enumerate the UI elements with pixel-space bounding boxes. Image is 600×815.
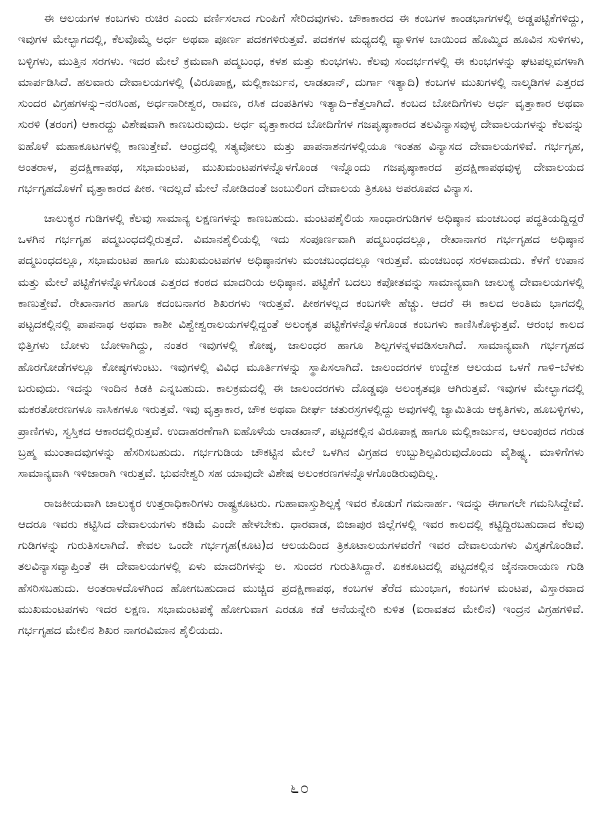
page-number: ೬೦ (290, 778, 310, 797)
paragraph-chalukya-features: ಚಾಲುಕ್ಯರ ಗುಡಿಗಳಲ್ಲಿ ಕೆಲವು ಸಾಮಾನ್ಯ ಲಕ್ಷಣಗಳನ್ನು ಕಾಣಬಹುದು. ಮಂಟಪಶೈಲಿಯ ಸಾಂಧಾರಗುಡಿಗಳ ಅಧಿಷ್ಠಾನ ಮಂಚಬಂಧ ಪದ್ಧತಿಯದ್ದಿದ್ದರೆ ಒಳಗಿನ ಗರ್ಭಗೃಹ ಪದ್ಮಬಂಧದಲ್ಲಿರುತ್ತದೆ. ವಿಮಾನಶೈಲಿಯಲ್ಲಿ ಇದು ಸಂಪೂರ್ಣವಾಗಿ ಪದ್ಮಬಂಧದಲ್ಲೂ, ರೇಖಾನಾಗರ ಗರ್ಭಗೃಹದ ಅಧಿಷ್ಠಾನ ಪದ್ಮಬಂಧದಲ್ಲೂ, ಸಭಾಮಂಟಪ ಹಾಗೂ ಮುಖಮಂಟಪಗಳ ಅಧಿಷ್ಠಾನಗಳು ಮಂಚಬಂಧದಲ್ಲೂ ಇರುತ್ತವೆ. ಮಂಚಬಂಧ ಸರಳವಾದುದು. ಕೆಳಗೆ ಉಪಾನ ಮತ್ತು ಮೇಲೆ ಪಟ್ಟಿಕೆಗಳನ್ನೊಳಗೊಂಡ ಎತ್ತರದ ಕಂಠದ ಮಾದರಿಯ ಅಧಿಷ್ಠಾನ. ಪಟ್ಟಿಕೆಗೆ ಬದಲು ಕಪೋತವನ್ನು ಸಾಮಾನ್ಯವಾಗಿ ಚಾಲುಕ್ಯ ದೇವಾಲಯಗಳಲ್ಲಿ ಕಾಣುತ್ತೇವೆ. ರೇಖಾನಾಗರ ಹಾಗೂ ಕದಂಬನಾಗರ ಶಿಖರಗಳು ಇರುತ್ತವೆ. ಪೀಠಗಳಲ್ಲದ ಕಂಬಗಳೇ ಹೆಚ್ಚು. ಆದರೆ ಈ ಕಾಲದ ಅಂತಿಮ ಭಾಗದಲ್ಲಿ ಪಟ್ಟದಕಲ್ಲಿನಲ್ಲಿ ಪಾಪನಾಥ ಅಥವಾ ಕಾಶೀ ವಿಶ್ವೇಶ್ವರಾಲಯಗಳಲ್ಲಿದ್ದಂತೆ ಅಲಂಕೃತ ಪಟ್ಟಿಕೆಗಳನ್ನೊಳಗೊಂಡ ಕಂಬಗಳು ಕಾಣಿಸಿಕೊಳ್ಳುತ್ತವೆ. ಆರಂಭ ಕಾಲದ ಭಿತ್ತಿಗಳು ಬೋಳು ಬೋಳಾಗಿದ್ದು, ನಂತರ ಇವುಗಳಲ್ಲಿ ಕೋಷ್ಠ, ಜಾಲಂಧರ ಹಾಗೂ ಶಿಲ್ಪಗಳನ್ನಳವಡಿಸಲಾಗಿದೆ. ಸಾಮಾನ್ಯವಾಗಿ ಗರ್ಭಗೃಹದ ಹೊರಗೋಡೆಗಳಲ್ಲೂ ಕೋಷ್ಠಗಳುಂಟು. ಇವುಗಳಲ್ಲಿ ವಿವಿಧ ಮೂರ್ತಿಗಳನ್ನು ಸ್ಥಾಪಿಸಲಾಗಿದೆ. ಜಾಲಂದರಗಳ ಉದ್ದೇಶ ಆಲಯದ ಒಳಗೆ ಗಾಳಿ–ಬೆಳಕು ಬರುವುದು. ಇದನ್ನು ಇಂದಿನ ಕಿಡಕಿ ಎನ್ನಬಹುದು. ಕಾಲಕ್ರಮದಲ್ಲಿ ಈ ಜಾಲಂದರಗಳು ದೊಡ್ಡವೂ ಅಲಂಕೃತವೂ ಆಗಿರುತ್ತವೆ. ಇವುಗಳ ಮೇಲ್ಭಾಗದಲ್ಲಿ ಮಕರತೋರಣಗಳೂ ನಾಸಿಕಗಳೂ ಇರುತ್ತವೆ. ಇವು ವೃತ್ತಾಕಾರ, ಚೌಕ ಅಥವಾ ದೀರ್ಘ ಚತುರಸ್ರಗಳಲ್ಲಿದ್ದು ಅವುಗಳಲ್ಲಿ ಜ್ಯಾಮಿತಿಯ ಆಕೃತಿಗಳು, ಹೂಬಳ್ಳಿಗಳು, ಪ್ರಾಣಿಗಳು, ಸ್ವಸ್ತಿಕದ ಆಕಾರದಲ್ಲಿರುತ್ತವೆ. ಉದಾಹರಣೆಗಾಗಿ ಐಹೊಳೆಯ ಲಾಡಖಾನ್, ಪಟ್ಟದಕಲ್ಲಿನ ವಿರೂಪಾಕ್ಷ ಹಾಗೂ ಮಲ್ಲಿಕಾರ್ಜುನ, ಆಲಂಪುರದ ಗರುಡ ಬ್ರಹ್ಮ ಮುಂತಾದವುಗಳನ್ನು ಹೆಸರಿಸಬಹುದು. ಗರ್ಭಗುಡಿಯ ಚೌಕಟ್ಟಿನ ಮೇಲೆ ಒಳಗಿನ ವಿಗ್ರಹದ ಉಬ್ಬುಶಿಲ್ಪವಿರುವುದೊಂದು ವೈಶಿಷ್ಟ್ಯ. ಮಾಳಿಗೆಗಳು ಸಾಮಾನ್ಯವಾಗಿ ಇಳಿಜಾರಾಗಿ ಇರುತ್ತವೆ. ಭುವನೇಶ್ವರಿ ಸಹ ಯಾವುದೇ ವಿಶೇಷ ಅಲಂಕರಣಗಳನ್ನೊಳಗೊಂಡಿರುವುದಿಲ್ಲ. (18, 210, 584, 481)
paragraph-temple-pillars: ಈ ಆಲಯಗಳ ಕಂಬಗಳು ರುಚಿರ ಎಂದು ವರ್ಣಿಸಲಾದ ಗುಂಪಿಗೆ ಸೇರಿದವುಗಳು. ಚೌಕಾಕಾರದ ಈ ಕಂಬಗಳ ಕಾಂಡಭಾಗಗಳಲ್ಲಿ ಅಡ್ಡಪಟ್ಟಿಕೆಗಳಿದ್ದು, ಇವುಗಳ ಮೇಲ್ಭಾಗದಲ್ಲಿ, ಕೆಲವೊಮ್ಮೆ ಅರ್ಧ ಅಥವಾ ಪೂರ್ಣ ಪದಕಗಳಿರುತ್ತವೆ. ಪದಕಗಳ ಮಧ್ಯದಲ್ಲಿ ವ್ಯಾಳಿಗಳ ಬಾಯಿಂದ ಹೊಮ್ಮಿದ ಹೂವಿನ ಸುಳಿಗಳು, ಬಳ್ಳಿಗಳು, ಮುತ್ತಿನ ಸರಗಳು. ಇದರ ಮೇಲೆ ಕ್ರಮವಾಗಿ ಪದ್ಮಬಂಧ, ಕಳಶ ಮತ್ತು ಕುಂಭಗಳು. ಕೆಲವು ಸಂದರ್ಭಗಳಲ್ಲಿ ಈ ಕುಂಭಗಳನ್ನು ಘಟಪಲ್ಲವಗಳಾಗಿ ಮಾರ್ಪಡಿಸಿದೆ. ಹಲವಾರು ದೇವಾಲಯಗಳಲ್ಲಿ (ವಿರೂಪಾಕ್ಷ, ಮಲ್ಲಿಕಾರ್ಜುನ, ಲಾಡಖಾನ್, ದುರ್ಗಾ ಇತ್ಯಾದಿ) ಕಂಬಗಳ ಮುಖಗಳಲ್ಲಿ ನಾಲ್ಕಡಿಗಳ ಎತ್ತರದ ಸುಂದರ ವಿಗ್ರಹಗಳನ್ನು–ನರಸಿಂಹ, ಅರ್ಧನಾರೀಶ್ವರ, ರಾವಣ, ರಸಿಕ ದಂಪತಿಗಳು ಇತ್ಯಾದಿ–ಕೆತ್ತಲಾಗಿದೆ. ಕಂಬದ ಬೋದಿಗೆಗಳು ಅರ್ಧ ವೃತ್ತಾಕಾರ ಅಥವಾ ಸುರಳಿ (ತರಂಗ) ಆಕಾರದ್ದು ವಿಶೇಷವಾಗಿ ಕಾಣಬರುವುದು. ಅರ್ಧ ವೃತ್ತಾಕಾರದ ಬೋದಿಗೆಗಳ ಗಜಪೃಷ್ಠಾಕಾರದ ತಲವಿನ್ಯಾಸವುಳ್ಳ ದೇವಾಲಯಗಳನ್ನು ಕೆಲವನ್ನು ಐಹೊಳೆ ಮಹಾಕೂಟಗಳಲ್ಲಿ ಕಾಣುತ್ತೇವೆ. ಆಂಧ್ರದಲ್ಲಿ ಸತ್ಯವೋಲು ಮತ್ತು ಪಾಪನಾಶನಗಳಲ್ಲಿಯೂ ಇಂತಹ ವಿನ್ಯಾಸದ ದೇವಾಲಯಗಳಿವೆ. ಗರ್ಭಗೃಹ, ಅಂತರಾಳ, ಪ್ರದಕ್ಷಿಣಾಪಥ, ಸಭಾಮಂಟಪ, ಮುಖಮಂಟಪಗಳನ್ನೊಳಗೊಂಡ ಇನ್ನೊಂದು ಗಜಪೃಷ್ಠಾಕಾರದ ಪ್ರದಕ್ಷಿಣಾಪಥವುಳ್ಳ ದೇವಾಲಯದ ಗರ್ಭಗೃಹದೊಳಗೆ ವೃತ್ತಾಕಾರದ ಪೀಠ. ಇದಲ್ಲದೆ ಮೇಲೆ ನೋಡಿದಂತೆ ಜಂಬುಲಿಂಗ ದೇವಾಲಯ ತ್ರಿಕೂಟ ಅಪರೂಪದ ವಿನ್ಯಾಸ. (18, 11, 584, 196)
paragraph-rashtrakuta-temples: ರಾಜಕೀಯವಾಗಿ ಚಾಲುಕ್ಯರ ಉತ್ತರಾಧಿಕಾರಿಗಳು ರಾಷ್ಟ್ರಕೂಟರು. ಗುಹಾವಾಸ್ತುಶಿಲ್ಪಕ್ಕೆ ಇವರ ಕೊಡುಗೆ ಗಮನಾರ್ಹ. ಇದನ್ನು ಈಗಾಗಲೇ ಗಮನಿಸಿದ್ದೇವೆ. ಆದರೂ ಇವರು ಕಟ್ಟಿಸಿದ ದೇವಾಲಯಗಳು ಕಡಿಮೆ ಎಂದೇ ಹೇಳಬೇಕು. ಧಾರವಾಡ, ಬಿಜಾಪುರ ಜಿಲ್ಲೆಗಳಲ್ಲಿ ಇವರ ಕಾಲದಲ್ಲಿ ಕಟ್ಟಿದ್ದಿರಬಹುದಾದ ಕೆಲವು ಗುಡಿಗಳನ್ನು ಗುರುತಿಸಲಾಗಿದೆ. ಕೇವಲ ಒಂದೇ ಗರ್ಭಗೃಹ(ಕೂಟ)ದ ಆಲಯದಿಂದ ತ್ರಿಕೂಟಾಲಯಗಳವರೆಗೆ ಇವರ ದೇವಾಲಯಗಳು ವಿಸ್ತೃತಗೊಂಡಿವೆ. ತಲವಿನ್ಯಾಸವ್ಯಾಪ್ತಿಂತೆ ಈ ದೇವಾಲಯಗಳಲ್ಲಿ ಏಳು ಮಾದರಿಗಳನ್ನು ಅ. ಸುಂದರ ಗುರುತಿಸಿದ್ದಾರೆ. ಏಕಕೂಟದಲ್ಲಿ ಪಟ್ಟದಕಲ್ಲಿನ ಜೈನನಾರಾಯಣ ಗುಡಿ ಹೆಸರಿಸಬಹುದು. ಅಂತರಾಳದೊಳಗಿಂದ ಹೋಗಬಹುದಾದ ಮುಚ್ಚಿದ ಪ್ರದಕ್ಷಿಣಾಪಥ, ಕಂಬಗಳ ತೆರೆದ ಮುಂಭಾಗ, ಕಂಬಗಳ ಮಂಟಪ, ವಿಸ್ತಾರವಾದ ಮುಖಮಂಟಪಗಳು ಇದರ ಲಕ್ಷಣ. ಸಭಾಮಂಟಪಕ್ಕೆ ಹೋಗುವಾಗ ಎರಡೂ ಕಡೆ ಆನೆಯನ್ನೇರಿ ಕುಳಿತ (ಐರಾವತದ ಮೇಲಿನ) ಇಂದ್ರನ ವಿಗ್ರಹಗಳಿವೆ. ಗರ್ಭಗೃಹದ ಮೇಲಿನ ಶಿಖರ ನಾಗರವಿಮಾನ ಶೈಲಿಯದು. (18, 495, 584, 638)
